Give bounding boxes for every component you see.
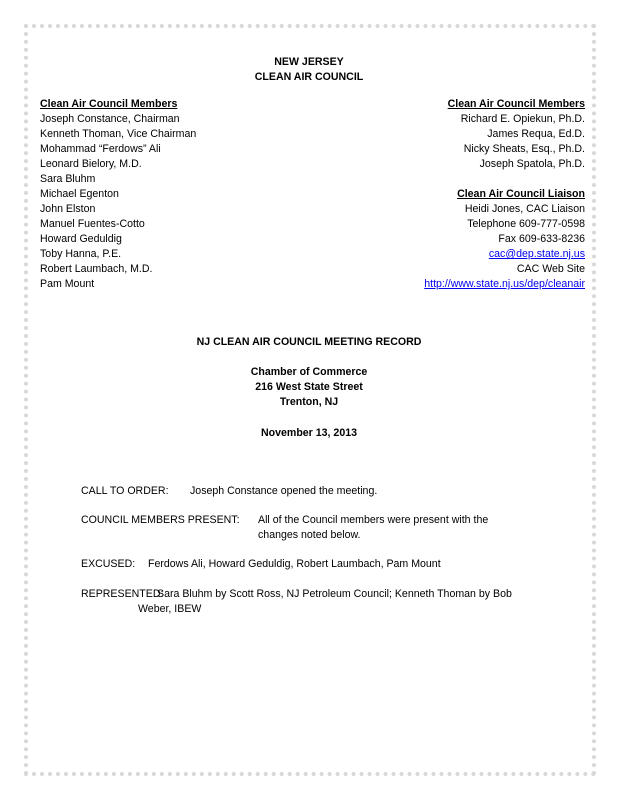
record-date: November 13, 2013	[261, 427, 357, 439]
liaison-name: Heidi Jones, CAC Liaison	[464, 203, 585, 215]
members-present-label: COUNCIL MEMBERS PRESENT:	[81, 514, 240, 526]
liaison-fax: Fax 609-633-8236	[498, 233, 585, 245]
record-street: 216 West State Street	[255, 381, 363, 393]
member-name: Pam Mount	[40, 278, 95, 290]
member-name: Kenneth Thoman, Vice Chairman	[40, 128, 197, 140]
member-name: James Requa, Ed.D.	[487, 128, 585, 140]
member-name: Sara Bluhm	[40, 173, 96, 185]
member-name: Mohammad “Ferdows” Ali	[40, 143, 161, 155]
website-label: CAC Web Site	[516, 263, 585, 275]
represented-text-1: Sara Bluhm by Scott Ross, NJ Petroleum Council; Kenneth Thoman by Bob	[157, 588, 512, 600]
record-venue: Chamber of Commerce	[250, 366, 368, 378]
website-link[interactable]: http://www.state.nj.us/dep/cleanair	[424, 278, 585, 290]
liaison-telephone: Telephone 609-777-0598	[467, 218, 585, 230]
excused-label: EXCUSED:	[81, 558, 136, 570]
members-column-left	[40, 97, 196, 292]
header-state: NEW JERSEY	[274, 56, 344, 68]
liaison-heading: Clean Air Council Liaison	[457, 188, 585, 200]
members-column-right	[424, 97, 585, 292]
member-name: Joseph Constance, Chairman	[40, 113, 180, 125]
represented-label: REPRESENTED:	[81, 588, 164, 600]
spacer	[424, 172, 585, 187]
member-name: Manuel Fuentes-Cotto	[40, 218, 145, 230]
call-to-order-label: CALL TO ORDER:	[81, 485, 169, 497]
members-heading-right: Clean Air Council Members	[447, 98, 585, 110]
member-name: Michael Egenton	[40, 188, 119, 200]
call-to-order-text: Joseph Constance opened the meeting.	[190, 485, 378, 497]
members-heading-left: Clean Air Council Members	[40, 98, 178, 110]
member-name: Toby Hanna, P.E.	[40, 248, 122, 260]
member-name: Leonard Bielory, M.D.	[40, 158, 142, 170]
members-present-text-1: All of the Council members were present with the	[258, 514, 489, 526]
member-name: Robert Laumbach, M.D.	[40, 263, 153, 275]
liaison-email-link[interactable]: cac@dep.state.nj.us	[488, 248, 585, 260]
member-name: Howard Geduldig	[40, 233, 122, 245]
member-name: John Elston	[40, 203, 96, 215]
members-present-text-2: changes noted below.	[258, 529, 361, 541]
record-city: Trenton, NJ	[279, 396, 339, 408]
record-title: NJ CLEAN AIR COUNCIL MEETING RECORD	[196, 336, 422, 348]
member-name: Joseph Spatola, Ph.D.	[479, 158, 585, 170]
member-name: Richard E. Opiekun, Ph.D.	[460, 113, 585, 125]
header-council: CLEAN AIR COUNCIL	[254, 71, 364, 83]
excused-text: Ferdows Ali, Howard Geduldig, Robert Laumbach, Pam Mount	[148, 558, 441, 570]
member-name: Nicky Sheats, Esq., Ph.D.	[463, 143, 585, 155]
represented-text-2: Weber, IBEW	[138, 603, 202, 615]
